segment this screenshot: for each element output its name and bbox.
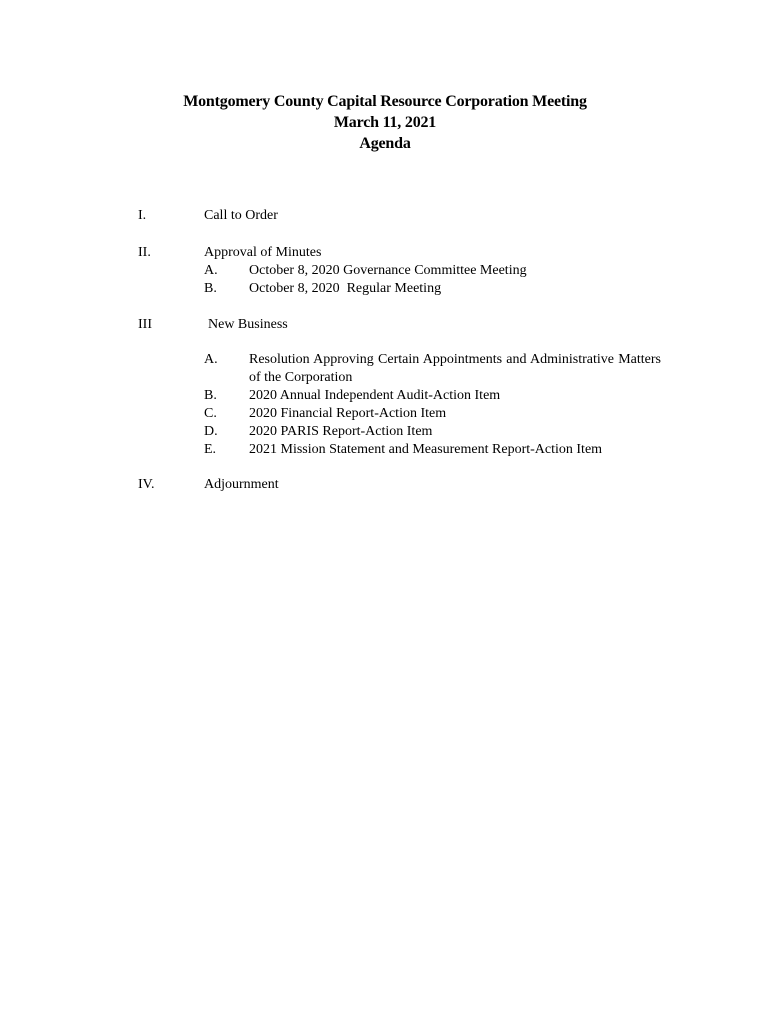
- agenda-item: 2020 PARIS Report-Action Item: [249, 424, 433, 439]
- section-heading-adjournment: Adjournment: [204, 477, 279, 492]
- agenda-item: 2020 Annual Independent Audit-Action Item: [249, 388, 501, 403]
- item-letter: D.: [204, 424, 218, 439]
- item-letter: E.: [204, 442, 217, 457]
- item-letter: C.: [204, 406, 217, 421]
- document-header: [0, 91, 770, 154]
- item-letter: A.: [204, 352, 218, 367]
- document-title: Montgomery County Capital Resource Corporation Meeting: [183, 93, 587, 110]
- section-heading-new-business: New Business: [208, 317, 288, 332]
- item-letter: B.: [204, 281, 217, 296]
- section-numeral-3: III: [138, 317, 152, 332]
- section-numeral-2: II.: [138, 245, 151, 260]
- agenda-item: October 8, 2020 Regular Meeting: [249, 281, 442, 296]
- document-subtitle: Agenda: [359, 135, 411, 152]
- agenda-item: October 8, 2020 Governance Committee Meeting: [249, 263, 527, 278]
- agenda-item: Resolution Approving Certain Appointments and Administrative Matters of the Corporation: [249, 352, 661, 385]
- section-heading-approval-of-minutes: Approval of Minutes: [204, 245, 322, 260]
- section-heading-call-to-order: Call to Order: [204, 208, 278, 223]
- section-numeral-1: I.: [138, 208, 147, 223]
- item-letter: A.: [204, 263, 218, 278]
- agenda-item: 2020 Financial Report-Action Item: [249, 406, 447, 421]
- item-letter: B.: [204, 388, 217, 403]
- section-numeral-4: IV.: [138, 477, 155, 492]
- agenda-item: 2021 Mission Statement and Measurement Report-Action Item: [249, 442, 603, 457]
- meeting-date: March 11, 2021: [333, 114, 437, 131]
